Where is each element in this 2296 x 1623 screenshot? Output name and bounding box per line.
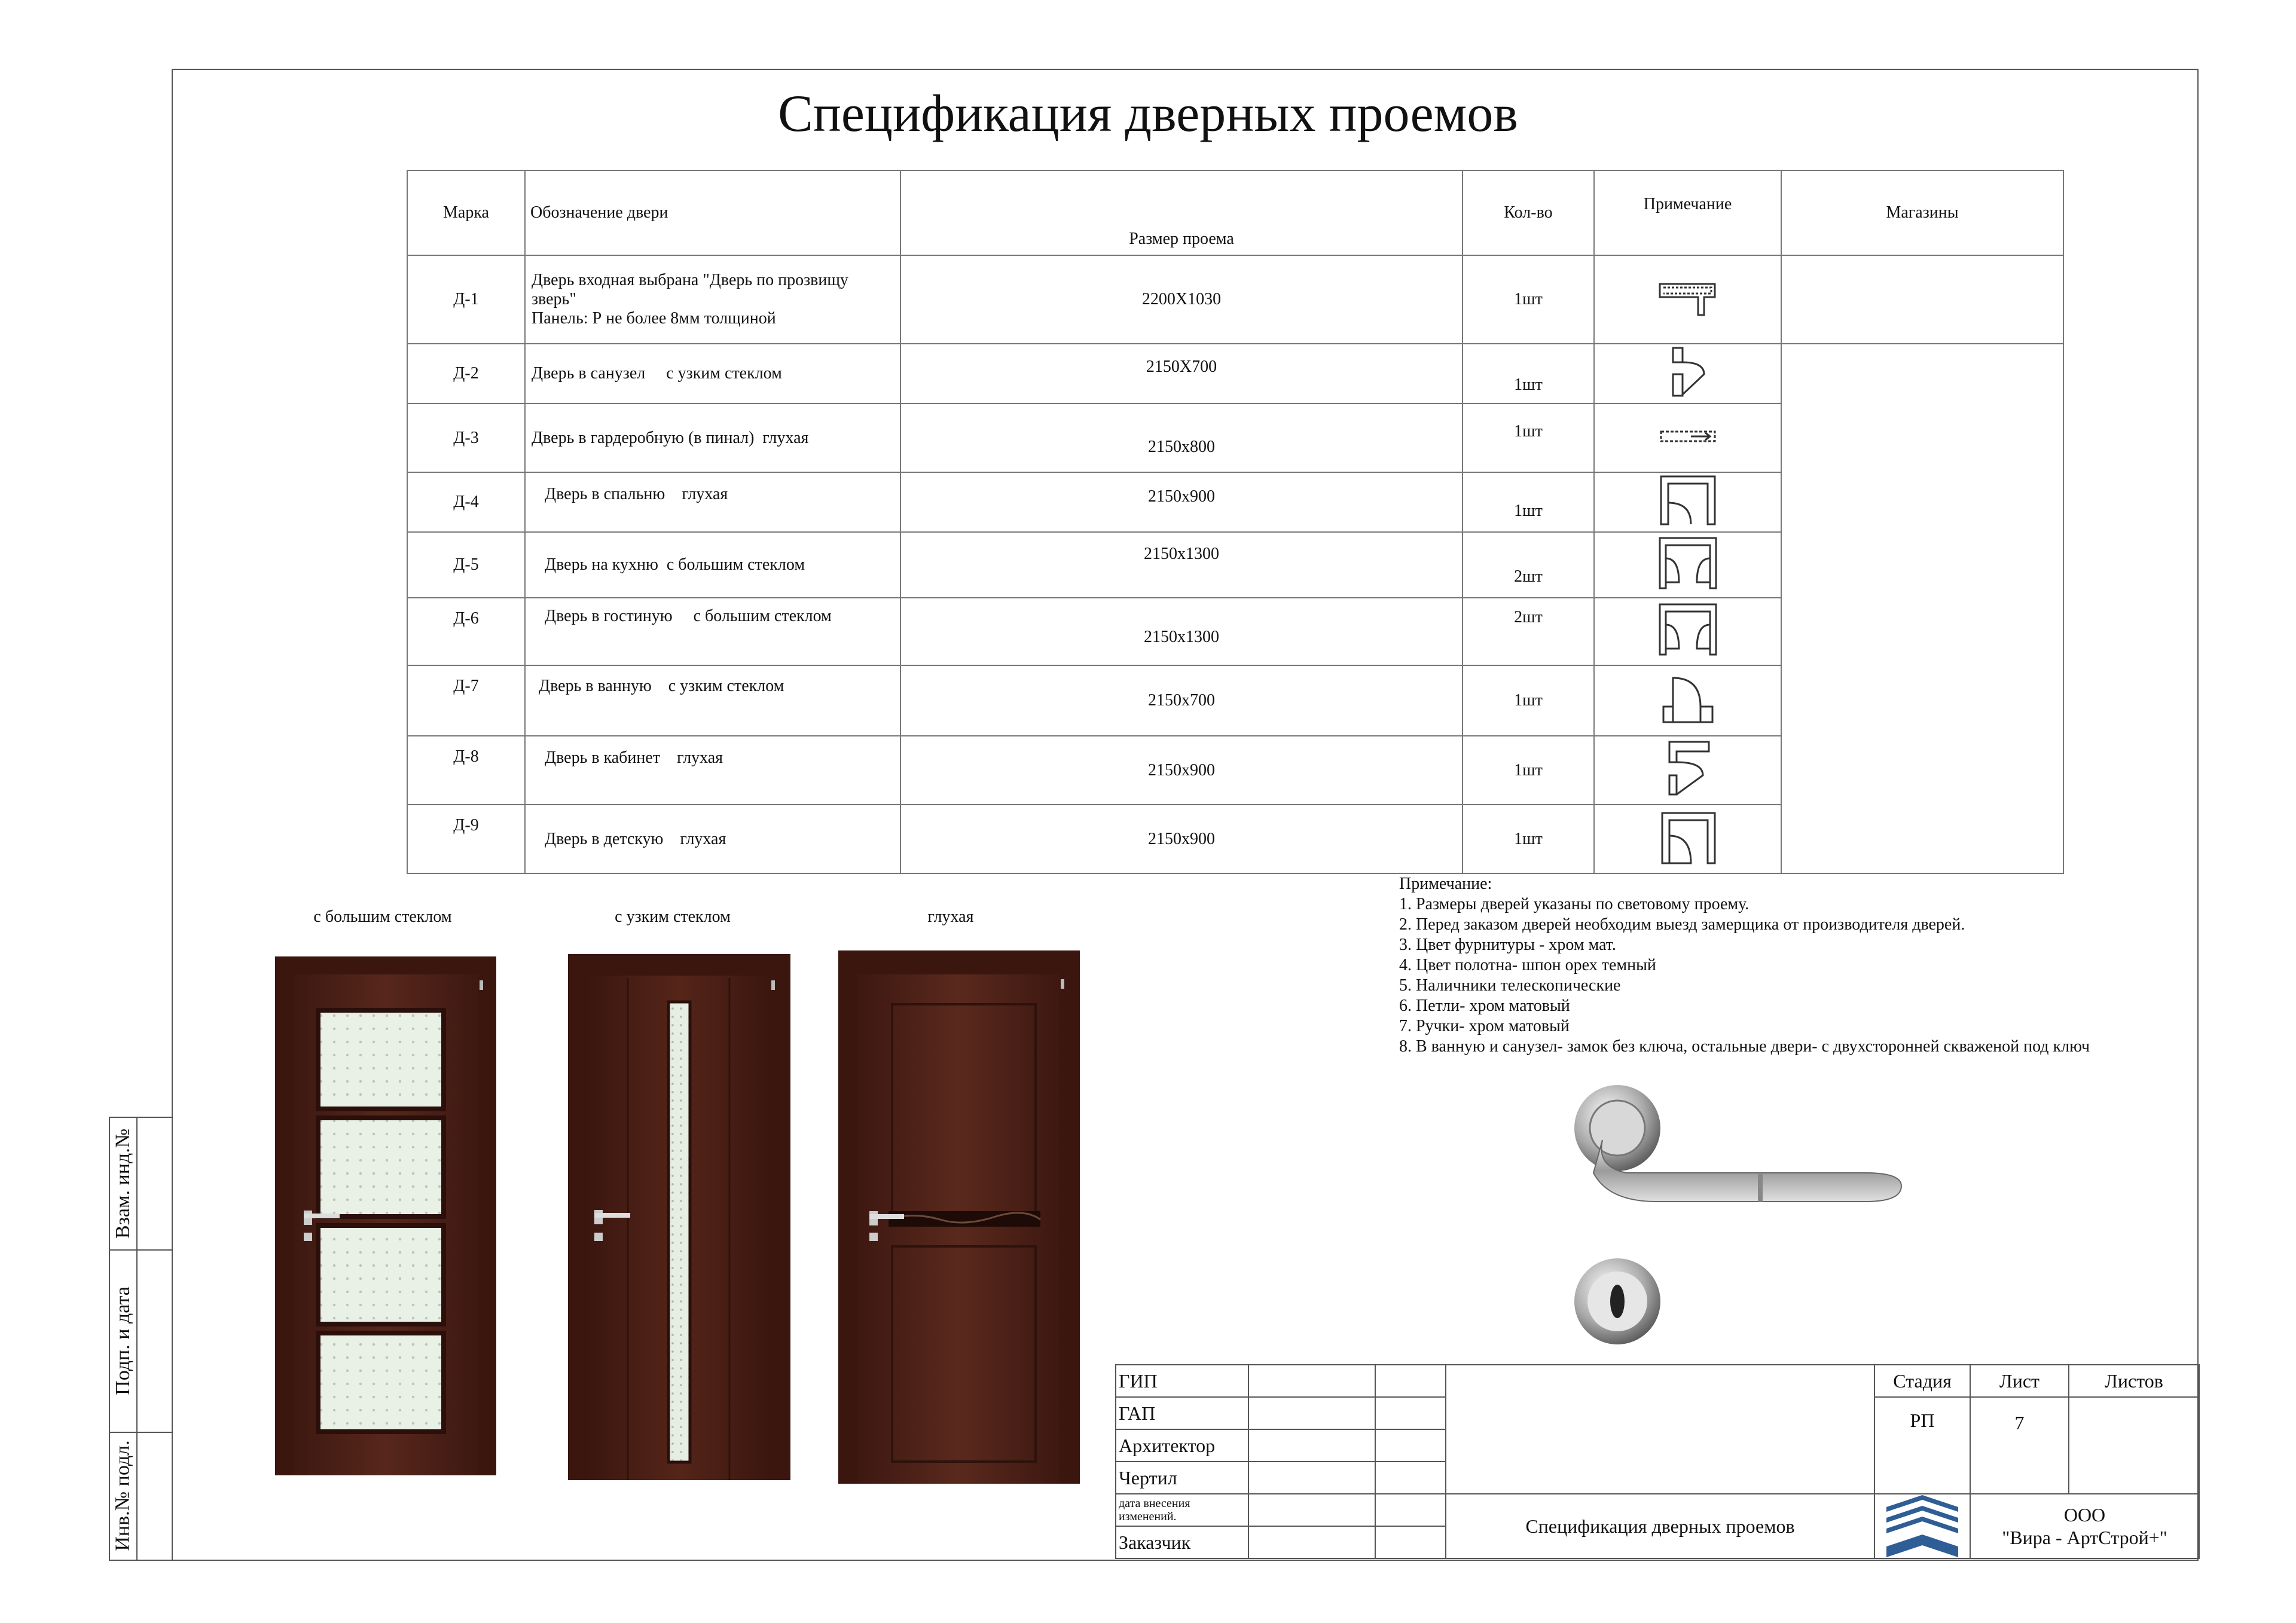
stamp-stage: РП bbox=[1874, 1397, 1970, 1494]
double-door-symbol bbox=[1594, 532, 1781, 598]
swing-door-symbol bbox=[1594, 665, 1781, 736]
swing-door-symbol bbox=[1594, 472, 1781, 532]
table-row bbox=[407, 472, 2063, 532]
double-door-symbol bbox=[1594, 598, 1781, 665]
note-line: 6. Петли- хром матовый bbox=[1399, 997, 1570, 1015]
stamp-change-date: дата внесения изменений. bbox=[1116, 1494, 1248, 1526]
header-shops: Магазины bbox=[1781, 170, 2063, 255]
row-name: Дверь в спальню глухая bbox=[525, 472, 900, 532]
door-large-glass-image bbox=[275, 956, 496, 1475]
table-row bbox=[407, 532, 2063, 598]
row-size: 2150x700 bbox=[900, 665, 1463, 736]
company-logo bbox=[1874, 1494, 1970, 1558]
row-mark: Д-1 bbox=[407, 255, 525, 344]
row-mark: Д-9 bbox=[407, 805, 525, 873]
sliding-door-symbol bbox=[1594, 404, 1781, 472]
title-block bbox=[1115, 1364, 2200, 1559]
row-name: Дверь входная выбрана "Дверь по прозвищу зверь" Панель: Р не более 8мм толщиной bbox=[525, 255, 900, 344]
stamp-gip: ГИП bbox=[1116, 1365, 1248, 1397]
door-label-solid: глухая bbox=[927, 907, 974, 926]
row-size: 2150x900 bbox=[900, 472, 1463, 532]
row-mark: Д-4 bbox=[407, 472, 525, 532]
side-strip bbox=[109, 1117, 172, 1561]
swing-door-symbol bbox=[1594, 805, 1781, 873]
stamp-sheet-header: Лист bbox=[1970, 1365, 2069, 1397]
row-size: 2150x800 bbox=[900, 404, 1463, 472]
note-line: 3. Цвет фурнитуры - хром мат. bbox=[1399, 936, 1616, 954]
door-label-large-glass: с большим стеклом bbox=[313, 907, 452, 926]
entry-door-symbol bbox=[1594, 255, 1781, 344]
row-name: Дверь в санузел с узким стеклом bbox=[525, 344, 900, 404]
row-name: Дверь в ванную с узким стеклом bbox=[525, 665, 900, 736]
side-label-inv: Инв.№ подл. bbox=[112, 1440, 135, 1551]
notes-block bbox=[1399, 874, 2090, 1057]
row-qty: 2шт bbox=[1463, 532, 1594, 598]
row-qty: 1шт bbox=[1463, 344, 1594, 404]
swing-door-symbol bbox=[1594, 344, 1781, 404]
note-line: 7. Ручки- хром матовый bbox=[1399, 1017, 1570, 1035]
row-size: 2200X1030 bbox=[900, 255, 1463, 344]
row-size: 2150x900 bbox=[900, 805, 1463, 873]
table-row bbox=[407, 665, 2063, 736]
row-name: Дверь на кухню с большим стеклом bbox=[525, 532, 900, 598]
row-qty: 1шт bbox=[1463, 472, 1594, 532]
table-row bbox=[407, 344, 2063, 404]
note-line: 2. Перед заказом дверей необходим выезд замерщика от производителя дверей. bbox=[1399, 915, 1965, 934]
table-row bbox=[407, 805, 2063, 873]
row-size: 2150x1300 bbox=[900, 532, 1463, 598]
stamp-doc-title: Спецификация дверных проемов bbox=[1446, 1494, 1874, 1558]
row-size: 2150x900 bbox=[900, 736, 1463, 805]
door-handle-image bbox=[1555, 1083, 1913, 1358]
door-solid-image bbox=[838, 950, 1080, 1484]
side-label-replace: Взам. инд.№ bbox=[112, 1128, 134, 1239]
stamp-stage-header: Стадия bbox=[1874, 1365, 1970, 1397]
note-line: 4. Цвет полотна- шпон орех темный bbox=[1399, 956, 1656, 974]
note-line: 8. В ванную и санузел- замок без ключа, остальные двери- с двухсторонней скваженой под ключ bbox=[1399, 1037, 2090, 1056]
row-name: Дверь в гостиную с большим стеклом bbox=[525, 598, 900, 665]
row-qty: 1шт bbox=[1463, 255, 1594, 344]
table-row bbox=[407, 736, 2063, 805]
header-size: Размер проема bbox=[900, 170, 1463, 255]
swing-door-symbol bbox=[1594, 736, 1781, 805]
stamp-sheets-header: Листов bbox=[2069, 1365, 2199, 1397]
row-qty: 1шт bbox=[1463, 736, 1594, 805]
row-mark: Д-7 bbox=[407, 665, 525, 736]
note-line: 1. Размеры дверей указаны по световому проему. bbox=[1399, 895, 1750, 913]
stamp-sheet: 7 bbox=[1970, 1397, 2069, 1494]
header-mark: Марка bbox=[407, 170, 525, 255]
table-row bbox=[407, 404, 2063, 472]
stamp-customer: Заказчик bbox=[1116, 1526, 1248, 1558]
stamp-gap: ГАП bbox=[1116, 1397, 1248, 1429]
row-mark: Д-6 bbox=[407, 598, 525, 665]
stamp-company: ООО "Вира - АртСтрой+" bbox=[1970, 1494, 2199, 1558]
door-narrow-glass-image bbox=[568, 954, 790, 1480]
row-qty: 1шт bbox=[1463, 805, 1594, 873]
row-qty: 1шт bbox=[1463, 404, 1594, 472]
spec-header-row bbox=[407, 170, 2063, 255]
row-name: Дверь в гардеробную (в пинал) глухая bbox=[525, 404, 900, 472]
stamp-architect: Архитектор bbox=[1116, 1429, 1248, 1462]
row-mark: Д-2 bbox=[407, 344, 525, 404]
row-qty: 2шт bbox=[1463, 598, 1594, 665]
stamp-sheets bbox=[2069, 1397, 2199, 1494]
table-row bbox=[407, 598, 2063, 665]
note-line: Примечание: bbox=[1399, 875, 1492, 893]
door-label-narrow-glass: с узким стеклом bbox=[615, 907, 731, 926]
stamp-drew: Чертил bbox=[1116, 1462, 1248, 1494]
row-name: Дверь в кабинет глухая bbox=[525, 736, 900, 805]
row-mark: Д-8 bbox=[407, 736, 525, 805]
note-line: 5. Наличники телескопические bbox=[1399, 976, 1621, 995]
spec-table bbox=[407, 170, 2064, 874]
page-title: Спецификация дверных проемов bbox=[778, 85, 1518, 143]
header-qty: Кол-во bbox=[1463, 170, 1594, 255]
row-mark: Д-3 bbox=[407, 404, 525, 472]
row-qty: 1шт bbox=[1463, 665, 1594, 736]
row-size: 2150X700 bbox=[900, 344, 1463, 404]
header-name: Обозначение двери bbox=[525, 170, 900, 255]
side-label-sign-date: Подп. и дата bbox=[112, 1286, 135, 1395]
header-note: Примечание bbox=[1594, 170, 1781, 255]
table-row bbox=[407, 255, 2063, 344]
row-mark: Д-5 bbox=[407, 532, 525, 598]
row-name: Дверь в детскую глухая bbox=[525, 805, 900, 873]
row-size: 2150x1300 bbox=[900, 598, 1463, 665]
